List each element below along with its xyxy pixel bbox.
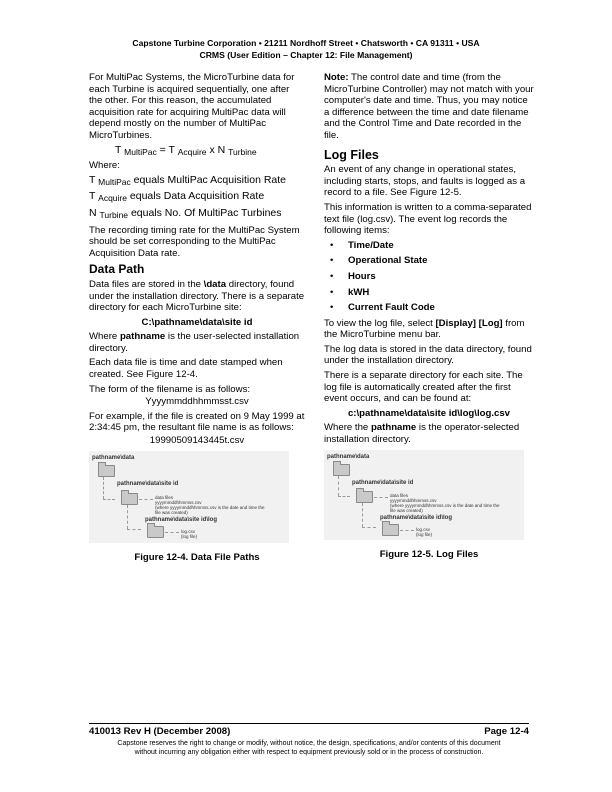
log-stored-paragraph: The log data is stored in the data directory, found under the installation directory. [324, 343, 532, 367]
site-path: C:\pathname\data\site id [141, 316, 253, 328]
example-paragraph: For example, if the file is created on 9 May 1999 at 2:34:45 pm, the resultant file name is as follows: [89, 410, 305, 434]
list-item: • Current Fault Code [330, 302, 435, 314]
left-column [89, 72, 305, 566]
footer-disclaimer: Capstone reserves the right to change or modify, without notice, the design, specifications, and/or contents of this document without incurring any obligation either with respect to equipment previously sold or in the process of construction. [117, 740, 501, 756]
log-csv-paragraph: This information is written to a comma-separated text file (log.csv). The event log records the following items: [324, 201, 532, 237]
tree-line [338, 476, 339, 496]
definition-acquire: T $_{Acquire}$ equals Data Acquisition Rate [89, 190, 265, 204]
filename-form-paragraph: The form of the filename is as follows: [89, 383, 251, 395]
view-log-paragraph: To view the log file, select [Display] [Log] from the MicroTurbine menu bar. [324, 317, 525, 341]
multipac-formula: T $_{MultiPac}$ = T $_{Acquire}$ x N $_{Turbine}$ [115, 143, 257, 157]
folder-icon [121, 493, 138, 505]
fig-path-site: pathname\data\site id [117, 480, 179, 487]
log-items-list [324, 240, 534, 314]
page-header [0, 37, 612, 61]
footer-doc-number: 410013 Rev H (December 2008) [89, 726, 231, 737]
tree-line [103, 477, 104, 499]
fig-path-data: pathname\data [92, 454, 135, 461]
definition-turbine: N $_{Turbine}$ equals No. Of MultiPac Turbines [89, 206, 282, 220]
data-path-paragraph: Data files are stored in the \data directory, found under the installation directory. There is a separate directory for each MicroTurbine site: [89, 278, 305, 314]
log-path: c:\pathname\data\site id\log\log.csv [347, 407, 511, 419]
example-filename: 19990509143445t.csv [149, 435, 245, 447]
fig-log-file-note: log.csv (log file) [181, 528, 198, 539]
fig-path-log: pathname\data\site id\log [145, 516, 218, 523]
intro-paragraph: For MultiPac Systems, the MicroTurbine data for each Turbine is acquired sequentially, one after the other. For this reason, the accumulated acquisition rate for acquiring MultiPac data will depend mostly on the number of MultiPac MicroTurbines. [89, 72, 295, 141]
tree-line [362, 527, 376, 528]
footer-page-number: Page 12-4 [484, 726, 529, 737]
tree-line [374, 497, 388, 498]
folder-icon [382, 524, 399, 536]
fig-path-log: pathname\data\site id\log [380, 514, 453, 521]
right-column [324, 72, 534, 563]
fig-path-site: pathname\data\site id [352, 479, 414, 486]
data-path-heading: Data Path [89, 262, 145, 277]
note-paragraph: Note: The control date and time (from the MicroTurbine Controller) may not match with your computer's date and time. Thus, you may notice a difference between the time and date filename and the Control Time and Date recorded in the file. [324, 72, 534, 141]
timing-paragraph: The recording timing rate for the MultiPac System should be set corresponding to the MultiPac Acquisition Data rate. [89, 224, 300, 259]
tree-line [103, 499, 115, 500]
fig-path-data: pathname\data [327, 453, 370, 460]
folder-icon [147, 526, 164, 538]
pathname-paragraph: Where pathname is the user-selected installation directory. [89, 331, 300, 354]
fig-data-files-note: data files yyyymmddhhmmss.csv (where yyyymmddhhmmss.csv is the date and time the file was created) [390, 492, 500, 513]
header-chapter: CRMS (User Edition – Chapter 12: File Management) [199, 50, 413, 60]
where-label: Where: [89, 160, 120, 172]
folder-icon [98, 465, 115, 477]
list-item: • Time/Date [330, 239, 394, 251]
fig-log-file-note: log.csv (log file) [416, 526, 433, 537]
tree-line [165, 532, 179, 533]
tree-line [338, 496, 350, 497]
log-files-heading: Log Files [324, 147, 379, 162]
filename-form: Yyyymmddhhmmsst.csv [145, 396, 249, 408]
footer-rule [89, 723, 529, 724]
figure-log-files [324, 450, 524, 540]
operator-pathname-paragraph: Where the pathname is the operator-selected installation directory. [324, 422, 520, 446]
figure-12-5-caption: Figure 12-5. Log Files [379, 548, 479, 560]
list-item: • Hours [330, 270, 376, 282]
tree-line [362, 503, 363, 527]
folder-icon [333, 464, 350, 476]
tree-line [127, 529, 141, 530]
list-item: • Operational State [330, 255, 428, 267]
definition-multipac: T $_{MultiPac}$ equals MultiPac Acquisition Rate [89, 173, 287, 187]
figure-data-file-paths [89, 451, 289, 543]
figure-12-4-caption: Figure 12-4. Data File Paths [134, 551, 260, 563]
log-intro-paragraph: An event of any change in operational states, including starts, stops, and faults is logged as a record to a file. See Figure 12-5. [324, 164, 526, 199]
timestamp-paragraph: Each data file is time and date stamped when created. See Figure 12-4. [89, 357, 283, 381]
tree-line [139, 499, 153, 500]
tree-line [400, 530, 414, 531]
header-address: Capstone Turbine Corporation • 21211 Nordhoff Street • Chatsworth • CA 91311 • USA [132, 38, 480, 48]
separate-directory-paragraph: There is a separate directory for each site. The log file is automatically created after the first event occurs, and can be found at: [324, 370, 523, 405]
folder-icon [356, 491, 373, 503]
list-item: • kWH [330, 286, 370, 298]
tree-line [127, 505, 128, 529]
fig-data-files-note: data files yyyymmddhhmmss.csv (where yyyymmddhhmmss.csv is the date and time the file was created) [155, 494, 265, 515]
